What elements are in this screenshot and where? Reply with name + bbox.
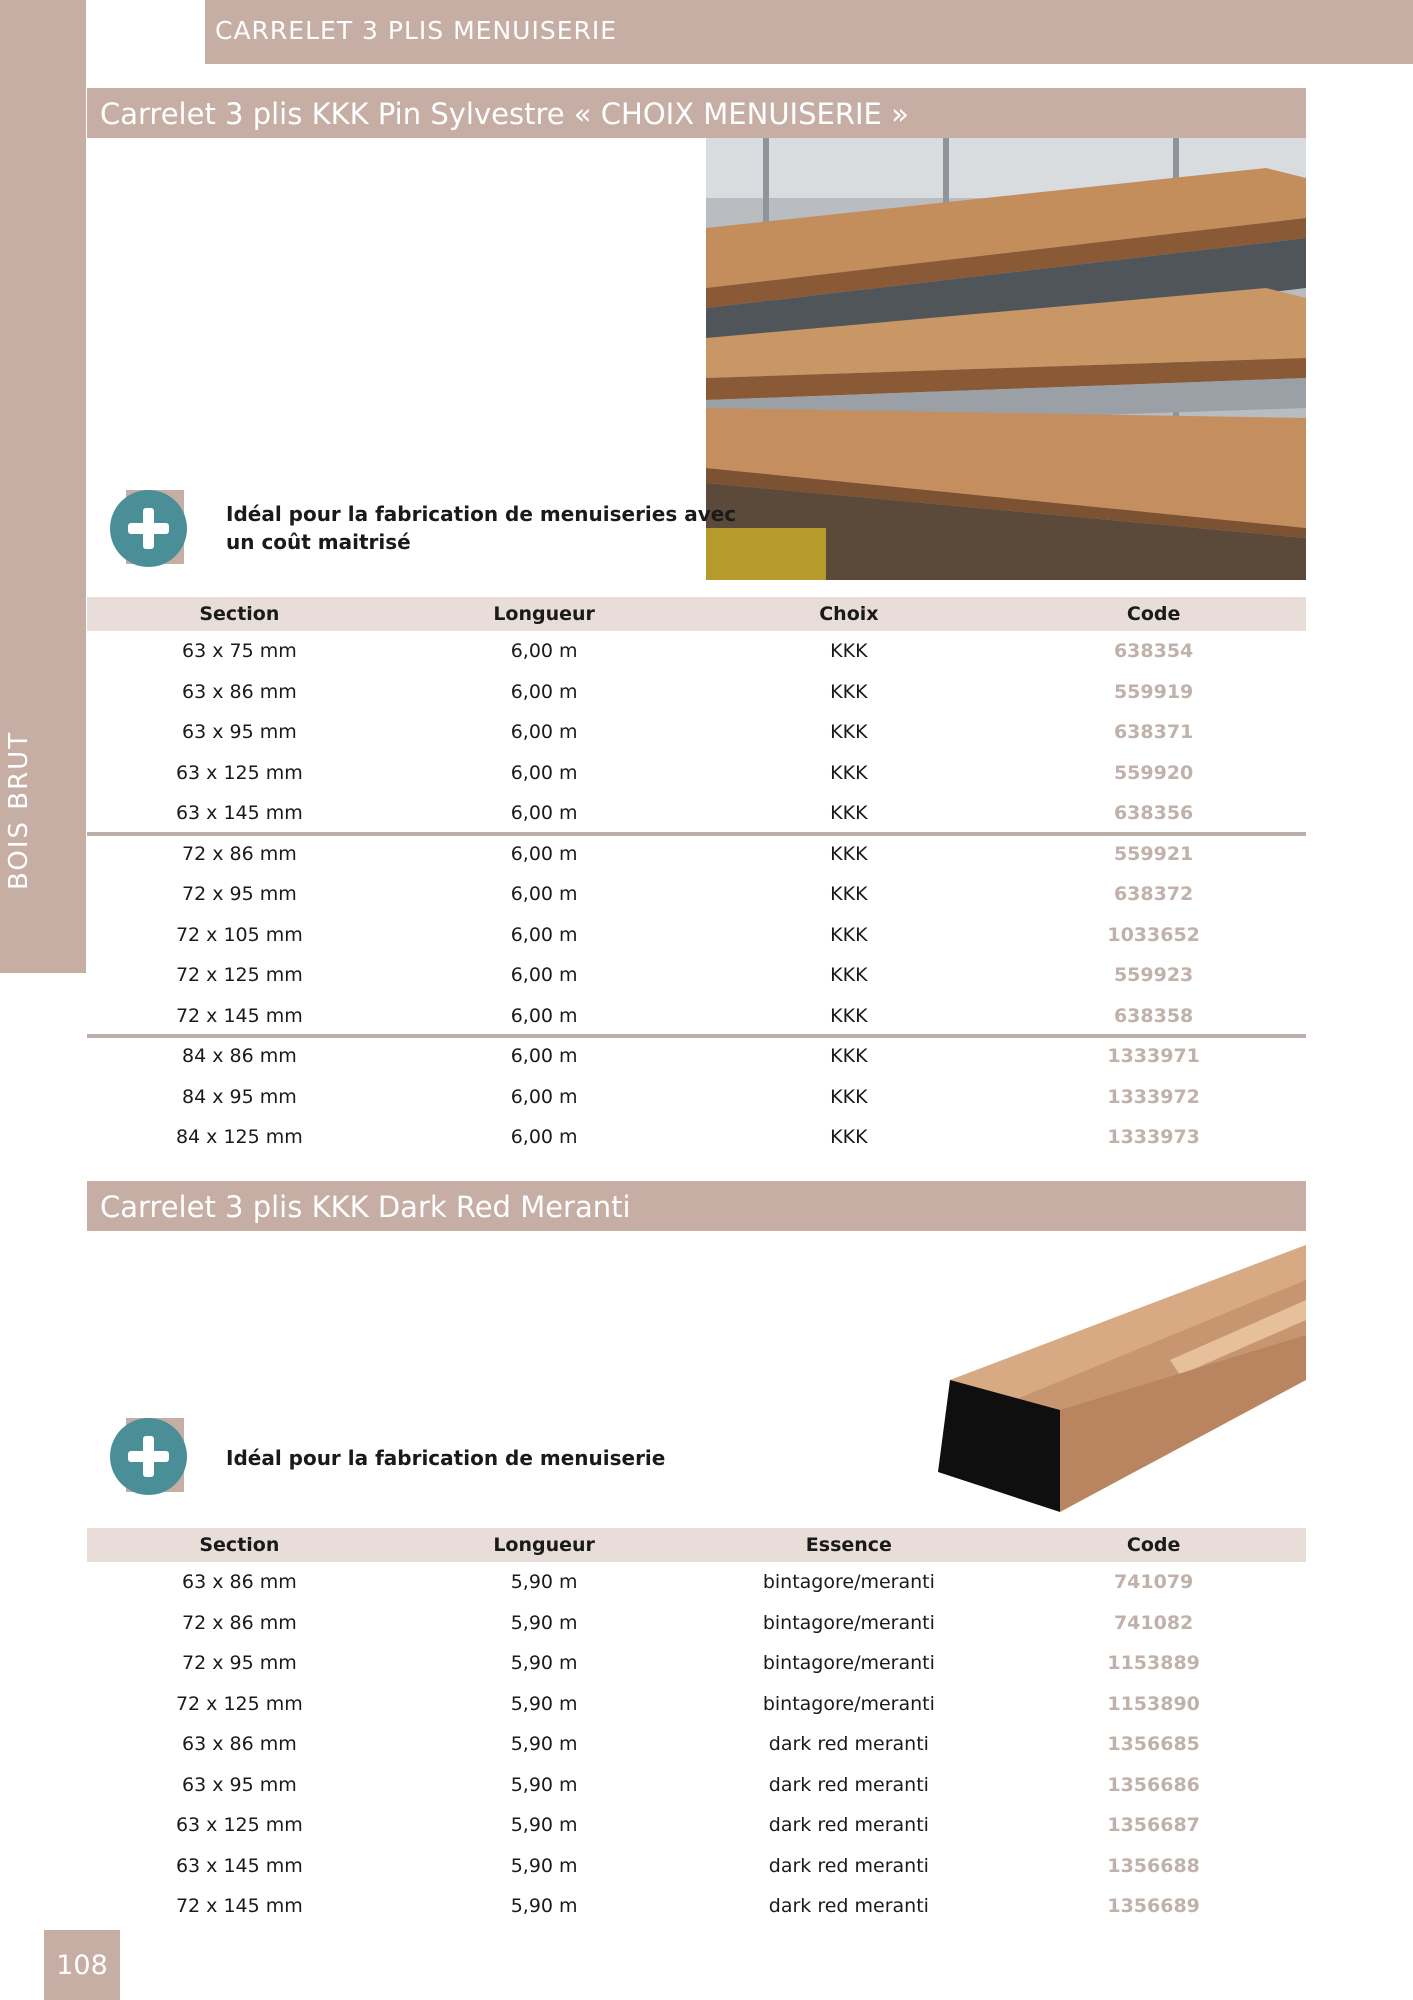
cell-grade: KKK xyxy=(830,964,868,987)
cell-code: 1153889 xyxy=(1107,1652,1200,1675)
cell-grade: KKK xyxy=(830,721,868,744)
table-row xyxy=(87,672,1306,713)
section2-title-bar xyxy=(87,1181,1306,1231)
cell-grade: KKK xyxy=(830,923,868,946)
cell-code: 741079 xyxy=(1113,1571,1194,1594)
section1-title-bar xyxy=(87,88,1306,138)
cell-length: 6,00 m xyxy=(510,1004,578,1027)
cell-grade: KKK xyxy=(830,761,868,784)
section1-feature-line2: un coût maitrisé xyxy=(226,530,411,554)
section1-feature-line1: Idéal pour la fabrication de menuiseries avec xyxy=(226,502,737,526)
table-row xyxy=(87,1765,1306,1806)
cell-section: 63 x 125 mm xyxy=(175,1814,303,1837)
cell-length: 5,90 m xyxy=(510,1611,578,1634)
table-row xyxy=(87,955,1306,996)
cell-section: 63 x 125 mm xyxy=(175,761,303,784)
table-row xyxy=(87,834,1306,875)
cell-code: 559919 xyxy=(1113,680,1194,703)
table-row xyxy=(87,1684,1306,1725)
cell-grade: KKK xyxy=(830,1004,868,1027)
cell-section: 72 x 125 mm xyxy=(175,964,303,987)
cell-code: 1356689 xyxy=(1107,1895,1200,1918)
section1-feature-text xyxy=(226,500,736,556)
cell-section: 63 x 75 mm xyxy=(182,640,297,663)
lumber-rack-photo xyxy=(706,138,1306,580)
cell-code: 559920 xyxy=(1113,761,1194,784)
column-header-section: Section xyxy=(199,1534,280,1556)
section2-feature-text: Idéal pour la fabrication de menuiserie xyxy=(226,1446,666,1470)
cell-length: 6,00 m xyxy=(510,721,578,744)
cell-section: 63 x 145 mm xyxy=(175,802,303,825)
cell-section: 63 x 86 mm xyxy=(182,1733,297,1756)
table-row xyxy=(87,915,1306,956)
column-header-section: Section xyxy=(199,603,280,625)
cell-species: dark red meranti xyxy=(768,1733,929,1756)
cell-grade: KKK xyxy=(830,1045,868,1068)
cell-section: 72 x 86 mm xyxy=(182,842,297,865)
cell-length: 5,90 m xyxy=(510,1895,578,1918)
table-row xyxy=(87,1603,1306,1644)
cell-length: 6,00 m xyxy=(510,923,578,946)
cell-section: 72 x 86 mm xyxy=(182,1611,297,1634)
cell-length: 5,90 m xyxy=(510,1854,578,1877)
table-row xyxy=(87,1077,1306,1118)
cell-section: 63 x 86 mm xyxy=(182,680,297,703)
table-header xyxy=(87,1528,1306,1562)
cell-code: 638372 xyxy=(1113,883,1194,906)
cell-length: 6,00 m xyxy=(510,761,578,784)
cell-code: 559921 xyxy=(1113,842,1194,865)
cell-code: 638354 xyxy=(1113,640,1194,663)
table-row xyxy=(87,753,1306,794)
column-header-length: Longueur xyxy=(493,603,595,625)
cell-code: 638356 xyxy=(1113,802,1194,825)
cell-length: 6,00 m xyxy=(510,1045,578,1068)
table-row xyxy=(87,874,1306,915)
page-number: 108 xyxy=(56,1950,108,1981)
cell-length: 6,00 m xyxy=(510,883,578,906)
table-row xyxy=(87,631,1306,672)
column-header-species: Essence xyxy=(805,1534,892,1556)
table-row xyxy=(87,793,1306,834)
table-row xyxy=(87,1846,1306,1887)
cell-grade: KKK xyxy=(830,1126,868,1149)
section1-table xyxy=(87,597,1306,1158)
group-divider xyxy=(87,832,1306,836)
cell-species: bintagore/meranti xyxy=(762,1652,935,1675)
meranti-beam-photo xyxy=(930,1240,1306,1516)
cell-grade: KKK xyxy=(830,802,868,825)
column-header-length: Longueur xyxy=(493,1534,595,1556)
cell-length: 6,00 m xyxy=(510,640,578,663)
plus-icon xyxy=(90,490,190,566)
cell-species: dark red meranti xyxy=(768,1895,929,1918)
plus-icon xyxy=(90,1418,190,1494)
cell-species: bintagore/meranti xyxy=(762,1571,935,1594)
cell-grade: KKK xyxy=(830,640,868,663)
column-header-code: Code xyxy=(1126,603,1181,625)
cell-section: 63 x 86 mm xyxy=(182,1571,297,1594)
cell-section: 72 x 145 mm xyxy=(175,1004,303,1027)
cell-grade: KKK xyxy=(830,842,868,865)
cell-section: 72 x 145 mm xyxy=(175,1895,303,1918)
cell-section: 84 x 125 mm xyxy=(175,1126,303,1149)
cell-section: 63 x 95 mm xyxy=(182,721,297,744)
cell-code: 1333972 xyxy=(1107,1085,1200,1108)
table-header xyxy=(87,597,1306,631)
cell-species: dark red meranti xyxy=(768,1854,929,1877)
cell-grade: KKK xyxy=(830,680,868,703)
cell-length: 6,00 m xyxy=(510,802,578,825)
section2-table xyxy=(87,1528,1306,1927)
table-row xyxy=(87,1886,1306,1927)
cell-length: 5,90 m xyxy=(510,1571,578,1594)
cell-code: 1333973 xyxy=(1107,1126,1200,1149)
table-row xyxy=(87,1036,1306,1077)
section2-title: Carrelet 3 plis KKK Dark Red Meranti xyxy=(100,1190,631,1224)
cell-section: 72 x 95 mm xyxy=(182,883,297,906)
cell-length: 5,90 m xyxy=(510,1773,578,1796)
page-number-badge xyxy=(44,1930,120,2000)
cell-length: 5,90 m xyxy=(510,1814,578,1837)
column-header-grade: Choix xyxy=(819,603,879,625)
cell-species: bintagore/meranti xyxy=(762,1611,935,1634)
cell-code: 638371 xyxy=(1113,721,1194,744)
cell-code: 741082 xyxy=(1113,1611,1194,1634)
cell-code: 1356685 xyxy=(1107,1733,1200,1756)
table-row xyxy=(87,1562,1306,1603)
cell-code: 1356688 xyxy=(1107,1854,1200,1877)
cell-code: 559923 xyxy=(1113,964,1194,987)
cell-grade: KKK xyxy=(830,883,868,906)
cell-grade: KKK xyxy=(830,1085,868,1108)
section1-title: Carrelet 3 plis KKK Pin Sylvestre « CHOIX MENUISERIE » xyxy=(100,97,909,131)
cell-species: dark red meranti xyxy=(768,1814,929,1837)
cell-length: 6,00 m xyxy=(510,680,578,703)
cell-section: 72 x 105 mm xyxy=(175,923,303,946)
cell-section: 84 x 86 mm xyxy=(182,1045,297,1068)
column-header-code: Code xyxy=(1126,1534,1181,1556)
cell-species: bintagore/meranti xyxy=(762,1692,935,1715)
table-row xyxy=(87,1724,1306,1765)
side-category-label: BOIS BRUT xyxy=(4,730,34,890)
cell-code: 1356687 xyxy=(1107,1814,1200,1837)
table-row xyxy=(87,1117,1306,1158)
cell-section: 72 x 95 mm xyxy=(182,1652,297,1675)
cell-length: 6,00 m xyxy=(510,1126,578,1149)
cell-code: 1033652 xyxy=(1107,923,1200,946)
table-row xyxy=(87,712,1306,753)
cell-species: dark red meranti xyxy=(768,1773,929,1796)
cell-section: 63 x 95 mm xyxy=(182,1773,297,1796)
cell-length: 5,90 m xyxy=(510,1652,578,1675)
cell-length: 5,90 m xyxy=(510,1733,578,1756)
cell-length: 6,00 m xyxy=(510,964,578,987)
group-divider xyxy=(87,1034,1306,1038)
top-banner xyxy=(205,0,1413,64)
cell-length: 5,90 m xyxy=(510,1692,578,1715)
cell-length: 6,00 m xyxy=(510,842,578,865)
category-title: CARRELET 3 PLIS MENUISERIE xyxy=(215,16,618,45)
cell-length: 6,00 m xyxy=(510,1085,578,1108)
cell-section: 63 x 145 mm xyxy=(175,1854,303,1877)
table-row xyxy=(87,1643,1306,1684)
cell-section: 72 x 125 mm xyxy=(175,1692,303,1715)
cell-code: 638358 xyxy=(1113,1004,1194,1027)
table-row xyxy=(87,996,1306,1037)
table-row xyxy=(87,1805,1306,1846)
cell-code: 1153890 xyxy=(1107,1692,1200,1715)
cell-section: 84 x 95 mm xyxy=(182,1085,297,1108)
cell-code: 1356686 xyxy=(1107,1773,1200,1796)
cell-code: 1333971 xyxy=(1107,1045,1200,1068)
